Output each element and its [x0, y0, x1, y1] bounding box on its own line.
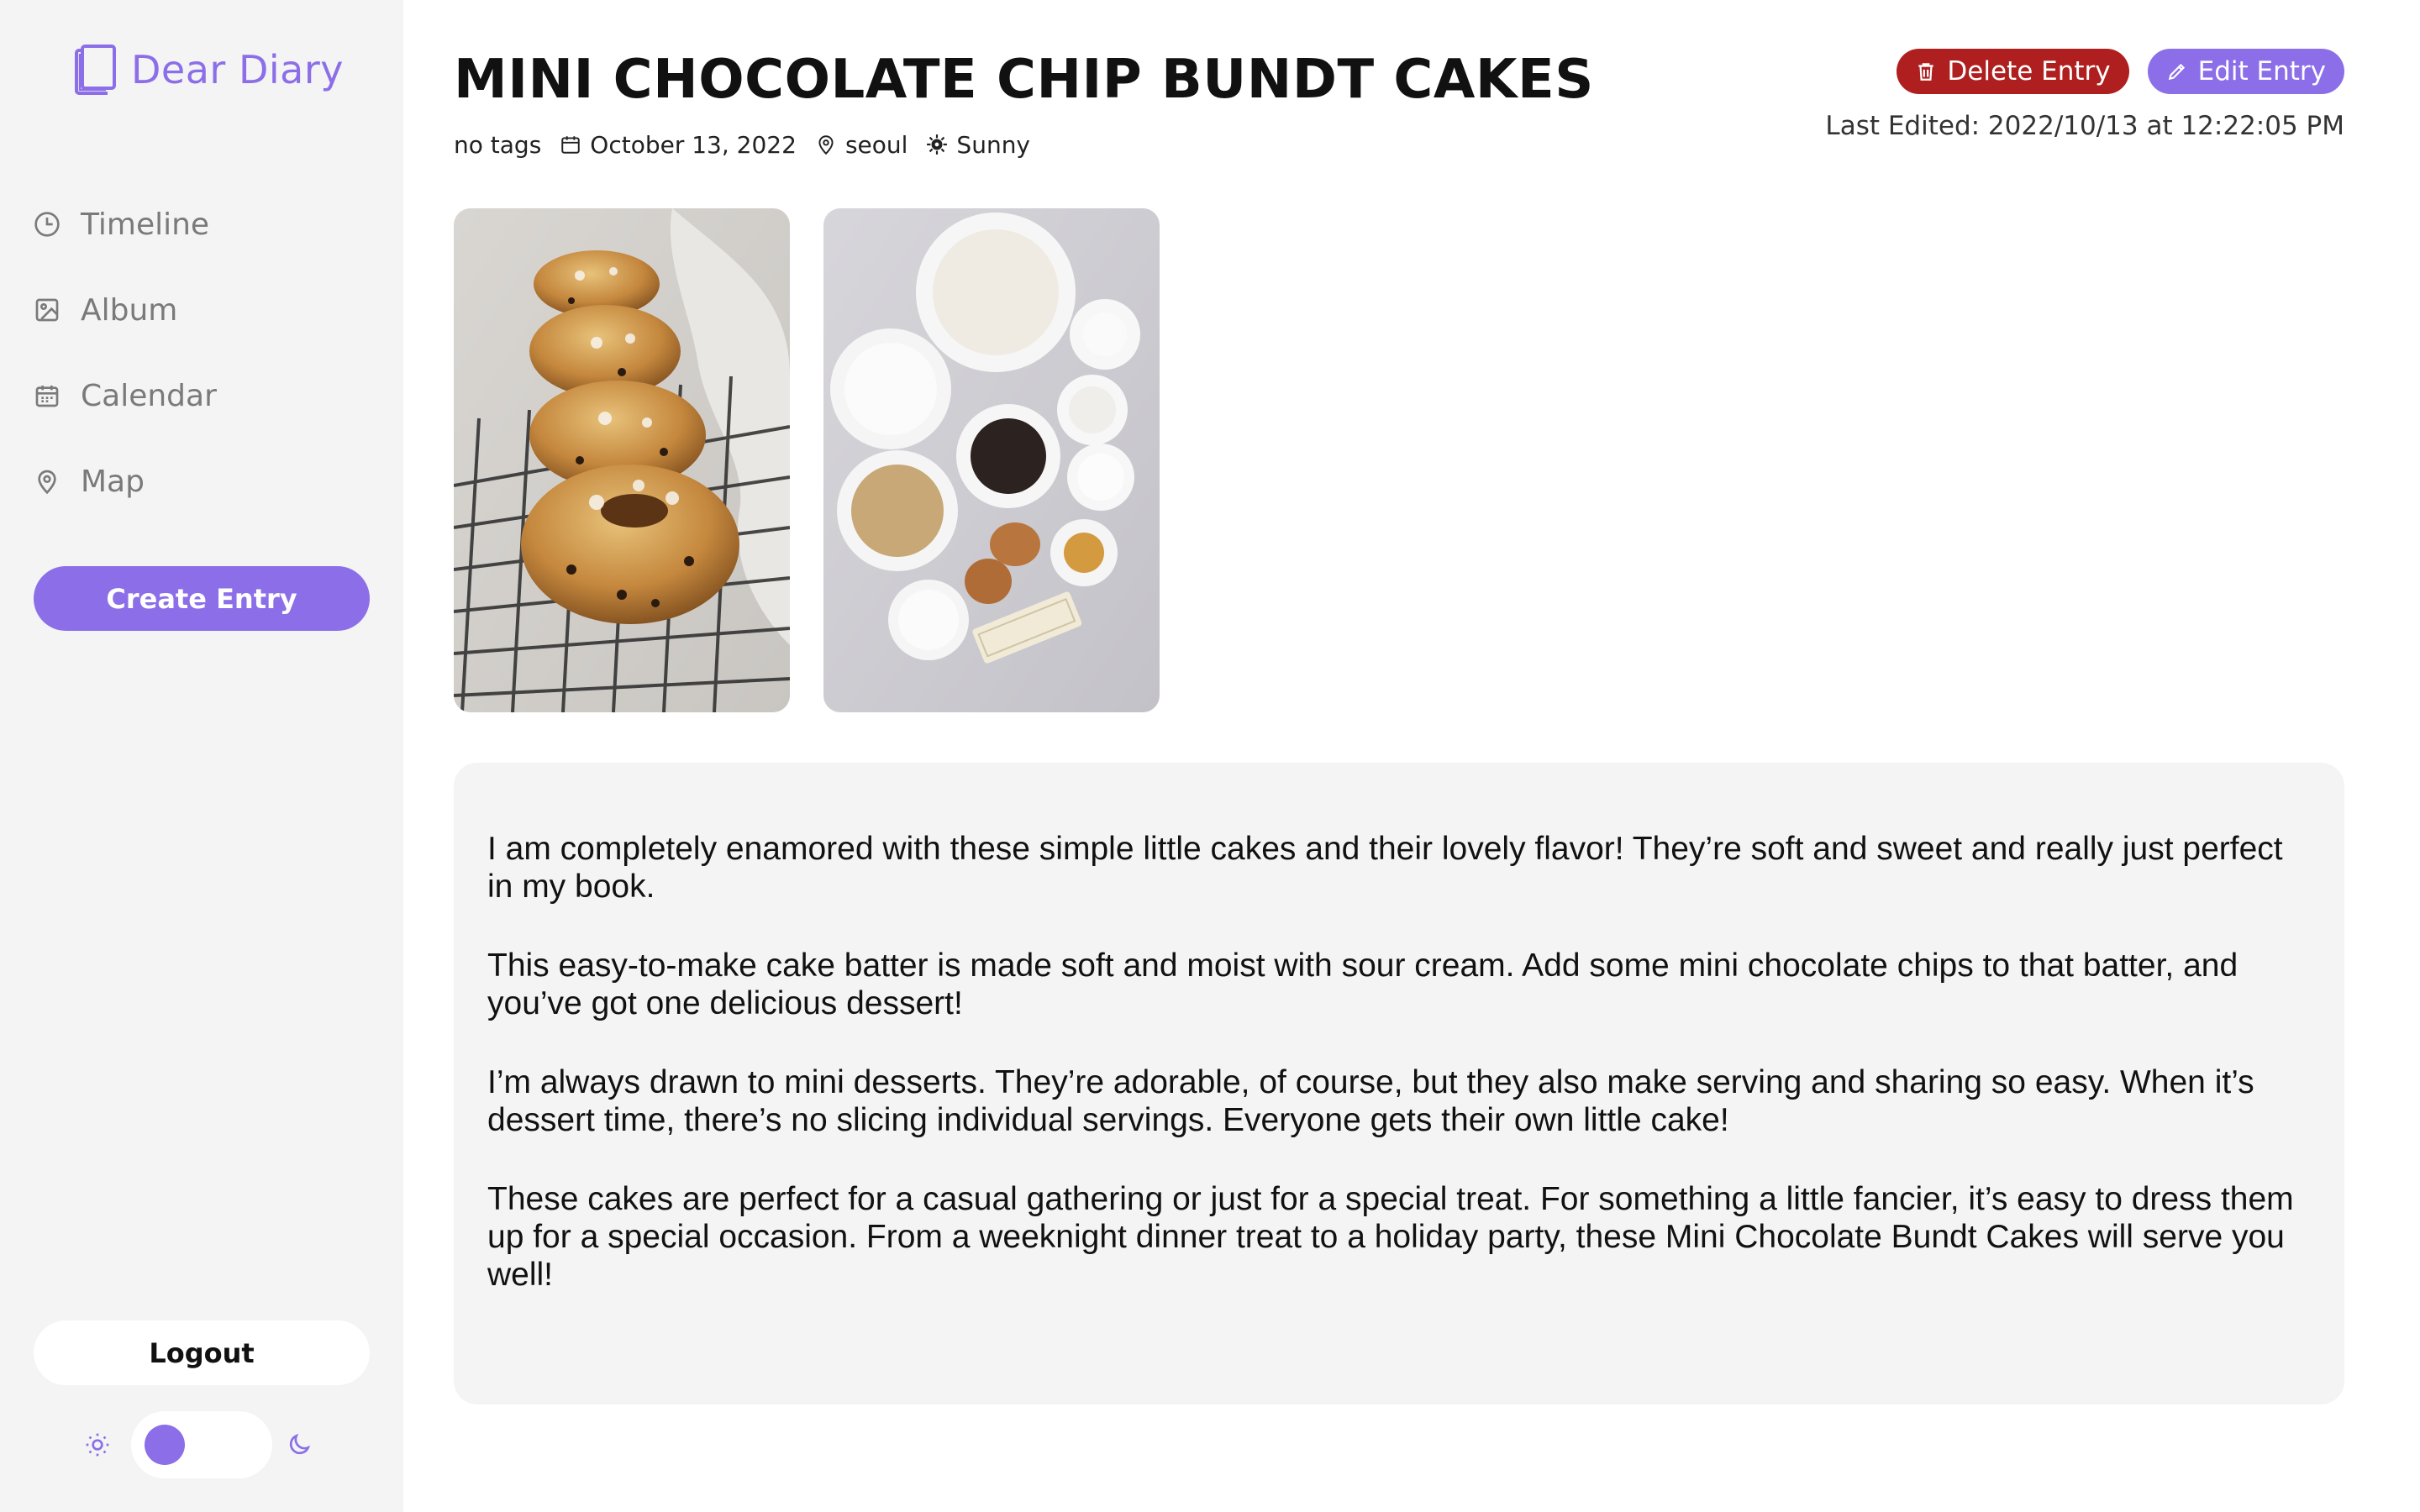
location-text: seoul: [844, 130, 908, 159]
logout-button[interactable]: Logout: [34, 1320, 370, 1385]
map-pin-icon: [815, 134, 837, 155]
ingredients-image: [823, 208, 1160, 712]
entry-title: MINI CHOCOLATE CHIP BUNDT CAKES: [454, 49, 1594, 111]
tags-text: no tags: [454, 130, 542, 159]
sidebar-item-calendar[interactable]: [34, 353, 370, 438]
calendar-icon: [560, 134, 581, 155]
entry-location: [815, 131, 908, 159]
photo-gallery: [454, 208, 1160, 712]
sidebar-item-label: Album: [81, 292, 178, 328]
pencil-icon: [2166, 60, 2188, 82]
weather-text: Sunny: [956, 130, 1031, 159]
entry-weather: [926, 131, 1030, 159]
theme-toggle[interactable]: [131, 1411, 272, 1478]
sun-icon: [926, 134, 948, 155]
sidebar-item-label: Calendar: [81, 378, 217, 413]
sidebar-item-label: Timeline: [81, 207, 210, 242]
moon-icon[interactable]: [286, 1431, 313, 1458]
entry-date: [560, 131, 797, 159]
delete-entry-label: Delete Entry: [1947, 56, 2111, 87]
theme-switcher: [84, 1411, 319, 1478]
bundt-cakes-image: [454, 208, 790, 712]
entry-view: [454, 0, 2344, 1512]
main-nav: [34, 181, 370, 524]
entry-actions: [1897, 49, 2344, 94]
entry-paragraph: These cakes are perfect for a casual gathering or just for a special treat. For something a little fancier, it’s easy to dress them up for a special occasion. From a weeknight dinner treat to a holiday party, these Mini Chocolate Bundt Cakes will serve you well!: [487, 1181, 2294, 1293]
sidebar-item-timeline[interactable]: [34, 181, 370, 267]
entry-tags: [454, 131, 541, 159]
trash-icon: [1915, 60, 1937, 82]
entry-meta: [454, 128, 1030, 161]
image-icon: [34, 297, 60, 323]
sidebar-item-album[interactable]: [34, 267, 370, 353]
edit-entry-label: Edit Entry: [2197, 56, 2326, 87]
sidebar-item-map[interactable]: [34, 438, 370, 524]
theme-toggle-knob: [145, 1425, 185, 1465]
entry-body: [487, 830, 2311, 1335]
ingredients-photo[interactable]: [823, 208, 1160, 712]
diary-book-icon: [74, 44, 118, 96]
clock-icon: [34, 211, 60, 238]
map-pin-icon: [34, 468, 60, 495]
entry-paragraph: This easy-to-make cake batter is made soft and moist with sour cream. Add some mini chocolate chips to that batter, and you’ve got one delicious dessert!: [487, 948, 2238, 1021]
sidebar-item-label: Map: [81, 464, 145, 499]
sidebar: [0, 0, 403, 1512]
date-text: October 13, 2022: [590, 130, 797, 159]
entry-paragraph: I am completely enamored with these simple little cakes and their lovely flavor! They’re soft and sweet and really just perfect in my book.: [487, 831, 2283, 905]
app-name: Dear Diary: [131, 47, 344, 92]
brand-logo[interactable]: [74, 40, 344, 99]
edit-entry-button[interactable]: [2148, 49, 2344, 94]
bundt-cakes-photo[interactable]: [454, 208, 790, 712]
sun-icon[interactable]: [84, 1431, 111, 1458]
entry-content: [454, 763, 2344, 1404]
calendar-icon: [34, 382, 60, 409]
delete-entry-button[interactable]: [1897, 49, 2128, 94]
last-edited-timestamp: Last Edited: 2022/10/13 at 12:22:05 PM: [1825, 111, 2344, 141]
create-entry-button[interactable]: Create Entry: [34, 566, 370, 631]
entry-paragraph: I’m always drawn to mini desserts. They’re adorable, of course, but they also make serving and sharing so easy. When it’s dessert time, there’s no slicing individual servings. Everyone gets their own little cake!: [487, 1064, 2254, 1138]
